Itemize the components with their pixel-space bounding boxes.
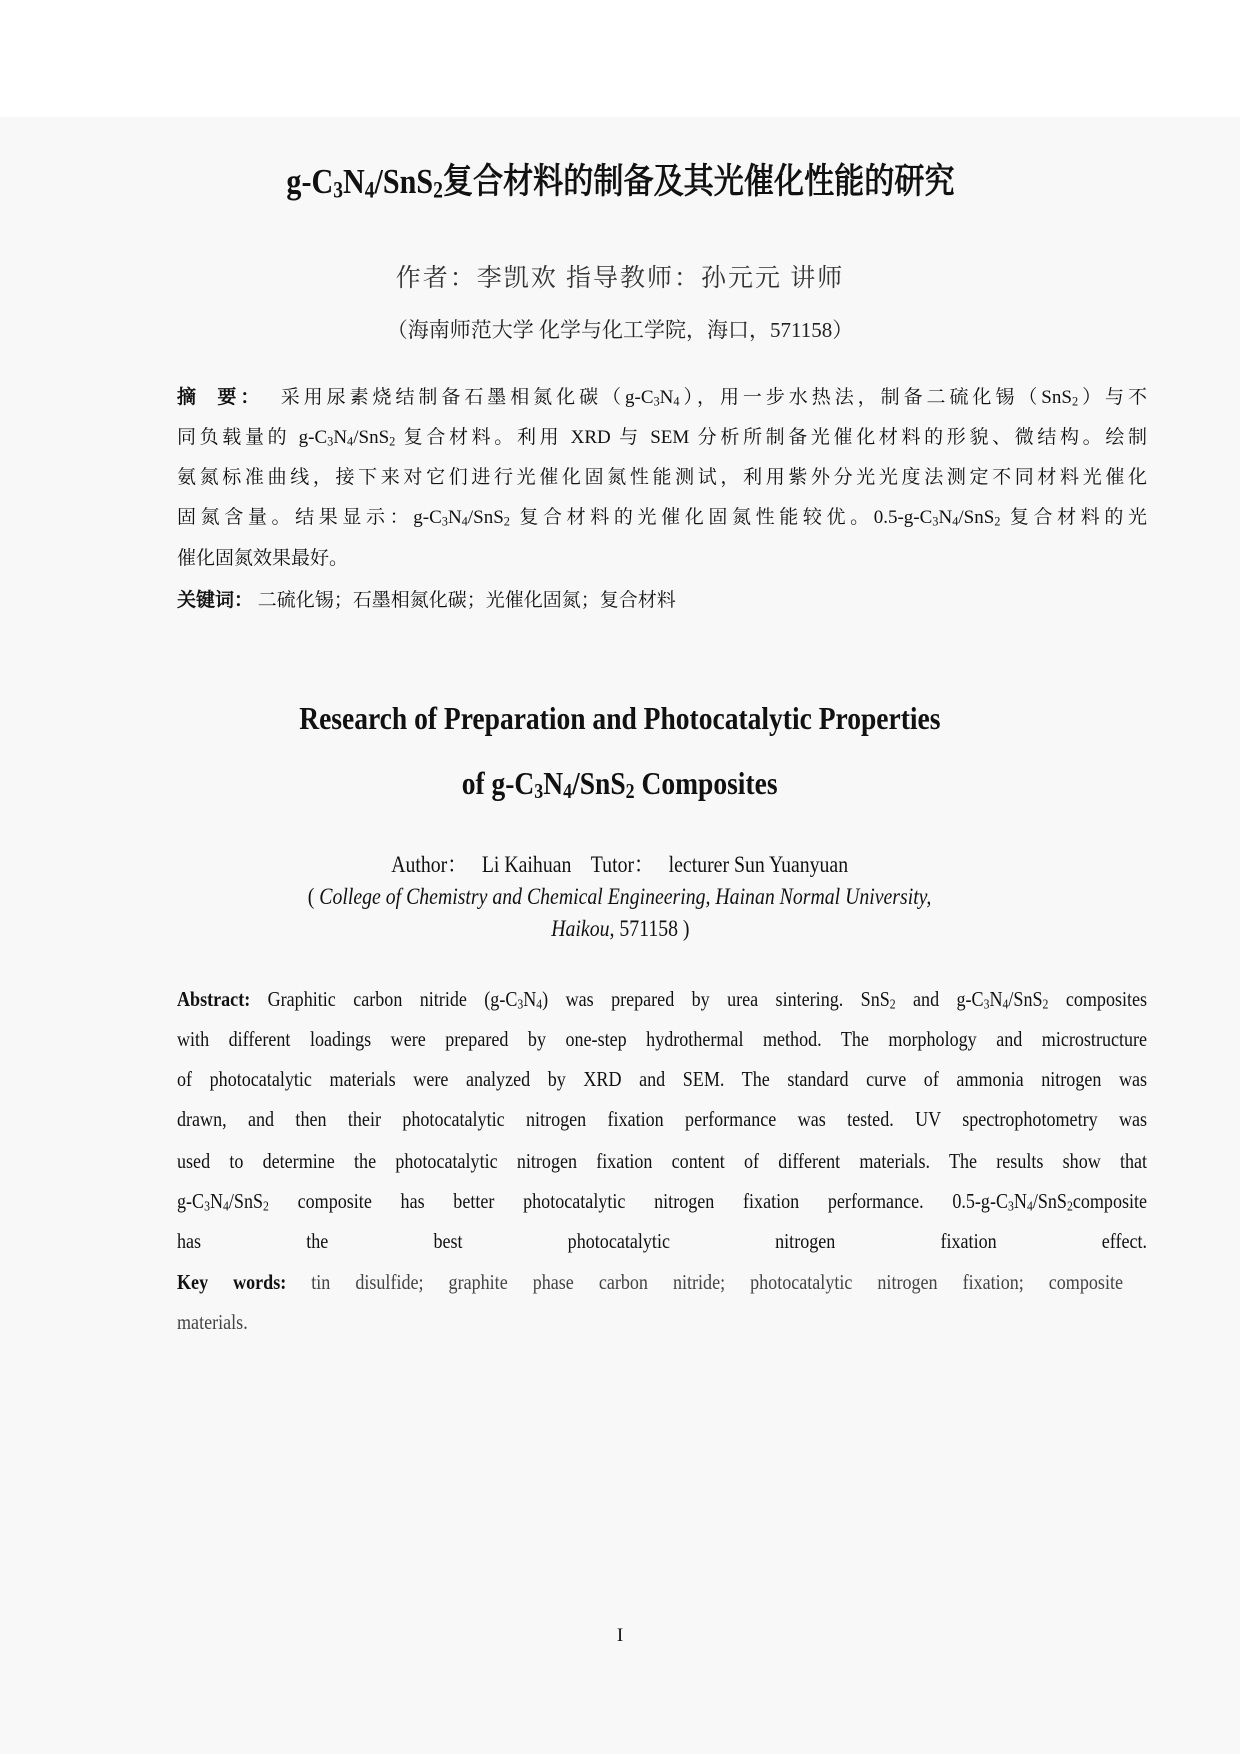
text-run: 采用尿素烧结制备石墨相氮化碳（g-C xyxy=(263,387,654,408)
english-keywords-line-2 xyxy=(177,1302,1147,1342)
english-abstract-line xyxy=(177,1221,1147,1261)
text-run: ( xyxy=(308,884,320,909)
text-run: 复合材料的光 xyxy=(1000,507,1147,528)
text-run: of g-C xyxy=(462,765,535,801)
text-run: N xyxy=(938,507,953,528)
text-run: Research of Preparation and Photocatalytic Properties xyxy=(299,700,941,736)
text-run: /SnS xyxy=(958,507,995,528)
english-abstract-line xyxy=(177,1019,1147,1059)
text-run: of photocatalytic materials were analyzed by XRD and SEM. The standard curve of ammonia nitrogen was xyxy=(177,1067,1148,1091)
text-run: Haikou, xyxy=(550,916,615,941)
chinese-title xyxy=(0,160,1240,204)
label-text: Key words: xyxy=(177,1270,287,1294)
subscript: 3 xyxy=(204,1198,210,1214)
text-run: 571158 ) xyxy=(614,916,690,941)
subscript: 3 xyxy=(327,434,334,449)
text-run: N xyxy=(342,162,365,201)
subscript: 3 xyxy=(441,514,448,529)
text-run: 固氮含量。结果显示：g-C xyxy=(177,507,442,528)
text-run: composite has better photocatalytic nitrogen fixation performance. 0.5-g-C xyxy=(268,1189,1009,1213)
subscript: 2 xyxy=(626,780,635,804)
text-run: N xyxy=(333,427,348,448)
text-run: ），用一步水热法，制备二硫化锡（SnS xyxy=(679,387,1072,408)
text-run: /SnS xyxy=(572,765,627,801)
english-affiliation-line-2 xyxy=(0,909,1240,949)
text-run: /SnS xyxy=(467,507,504,528)
text-run: ）与不 xyxy=(1078,387,1147,408)
text-run: N xyxy=(543,765,564,801)
text-run: /SnS xyxy=(228,1189,264,1213)
text-run: composites xyxy=(1048,987,1148,1011)
subscript: 4 xyxy=(347,434,354,449)
text-run: /SnS xyxy=(1032,1189,1067,1213)
subscript: 3 xyxy=(534,780,544,804)
subscript: 2 xyxy=(389,434,396,449)
text-run: 复合材料的制备及其光催化性能的研究 xyxy=(442,162,955,201)
chinese-author-line: 作者：李凯欢 指导教师：孙元元 讲师 xyxy=(395,265,845,292)
text-run: g-C xyxy=(285,162,333,201)
chinese-keywords xyxy=(177,581,1147,621)
text-run: composite xyxy=(1072,1189,1148,1213)
text-run: materials. xyxy=(177,1310,248,1334)
chinese-abstract-line xyxy=(177,539,1147,579)
text-run: Composites xyxy=(634,765,778,801)
subscript: 4 xyxy=(673,394,680,409)
label-text: Abstract: xyxy=(177,987,251,1011)
subscript: 3 xyxy=(932,514,939,529)
subscript: 4 xyxy=(461,514,468,529)
chinese-abstract-line xyxy=(177,418,1147,458)
text-run: 氨氮标准曲线，接下来对它们进行光催化固氮性能测试，利用紫外分光光度法测定不同材料光催化 xyxy=(177,467,1147,488)
english-abstract-line xyxy=(177,1099,1147,1139)
text-run: 复合材料。利用 XRD 与 SEM 分析所制备光催化材料的形貌、微结构。绘制 xyxy=(395,427,1147,448)
english-abstract-line xyxy=(177,1141,1147,1181)
subscript: 2 xyxy=(994,514,1001,529)
subscript: 4 xyxy=(563,780,573,804)
subscript: 2 xyxy=(503,514,510,529)
text-run: /SnS xyxy=(374,162,433,201)
text-run: Graphitic carbon nitride (g-C xyxy=(250,987,518,1011)
english-author-text: Author： Li Kaihuan Tutor： lecturer Sun Yuanyuan xyxy=(391,852,849,877)
english-abstract-line xyxy=(177,1059,1147,1099)
text-run: ) was prepared by urea sintering. SnS xyxy=(542,987,890,1011)
subscript: 2 xyxy=(263,1198,269,1214)
subscript: 3 xyxy=(332,177,343,203)
text-run: tin disulfide; graphite phase carbon nitride; photocatalytic nitrogen fixation; composite xyxy=(286,1270,1123,1294)
page-number: I xyxy=(616,1625,624,1646)
subscript: 3 xyxy=(653,394,660,409)
chinese-affiliation: （海南师范大学 化学与化工学院，海口，571158） xyxy=(386,318,854,342)
subscript: 4 xyxy=(536,996,543,1012)
text-run: College of Chemistry and Chemical Engineering, Hainan Normal University, xyxy=(319,884,932,909)
subscript: 2 xyxy=(432,177,443,203)
subscript: 2 xyxy=(1066,1198,1073,1214)
text-run: N xyxy=(659,387,674,408)
text-run: 复合材料的光催化固氮性能较优。0.5-g-C xyxy=(509,507,933,528)
english-abstract-line xyxy=(177,979,1147,1019)
text-run: N xyxy=(523,987,537,1011)
english-keywords-line-1 xyxy=(177,1262,1123,1302)
text-run: /SnS xyxy=(1008,987,1043,1011)
english-abstract-line xyxy=(177,1181,1147,1221)
text-run: N xyxy=(447,507,462,528)
subscript: 2 xyxy=(1071,394,1079,409)
text-run: and g-C xyxy=(895,987,984,1011)
subscript: 4 xyxy=(952,514,959,529)
subscript: 4 xyxy=(1026,1198,1033,1214)
text-run: 二硫化锡；石墨相氮化碳；光催化固氮；复合材料 xyxy=(253,590,676,611)
english-title-line-1 xyxy=(0,698,1240,738)
label-text: 关键词： xyxy=(177,590,254,611)
subscript: 3 xyxy=(517,996,524,1012)
text-run: N xyxy=(1013,1189,1027,1213)
text-run: has the best photocatalytic nitrogen fixation effect. xyxy=(177,1229,1148,1253)
english-title-line-2 xyxy=(0,763,1240,803)
text-run: /SnS xyxy=(353,427,390,448)
chinese-abstract-line xyxy=(177,458,1147,498)
label-text: 摘 要： xyxy=(177,387,264,408)
text-run: 同负载量的 g-C xyxy=(177,427,328,448)
subscript: 2 xyxy=(1042,996,1049,1012)
subscript: 4 xyxy=(1002,996,1009,1012)
chinese-abstract-line xyxy=(177,498,1147,538)
text-run: with different loadings were prepared by one-step hydrothermal method. The morphology and microstructure xyxy=(177,1027,1148,1051)
subscript: 2 xyxy=(889,996,896,1012)
subscript: 3 xyxy=(983,996,990,1012)
text-run: N xyxy=(989,987,1003,1011)
text-run: drawn, and then their photocatalytic nitrogen fixation performance was tested. UV spectrophotometry was xyxy=(177,1107,1148,1131)
text-run: used to determine the photocatalytic nitrogen fixation content of different materials. The results show that xyxy=(177,1149,1148,1173)
subscript: 4 xyxy=(364,177,375,203)
text-run: g-C xyxy=(177,1189,205,1213)
text-run: 催化固氮效果最好。 xyxy=(177,548,349,569)
subscript: 3 xyxy=(1008,1198,1014,1214)
subscript: 4 xyxy=(223,1198,229,1214)
text-run: N xyxy=(209,1189,224,1213)
chinese-abstract-line xyxy=(177,378,1147,418)
